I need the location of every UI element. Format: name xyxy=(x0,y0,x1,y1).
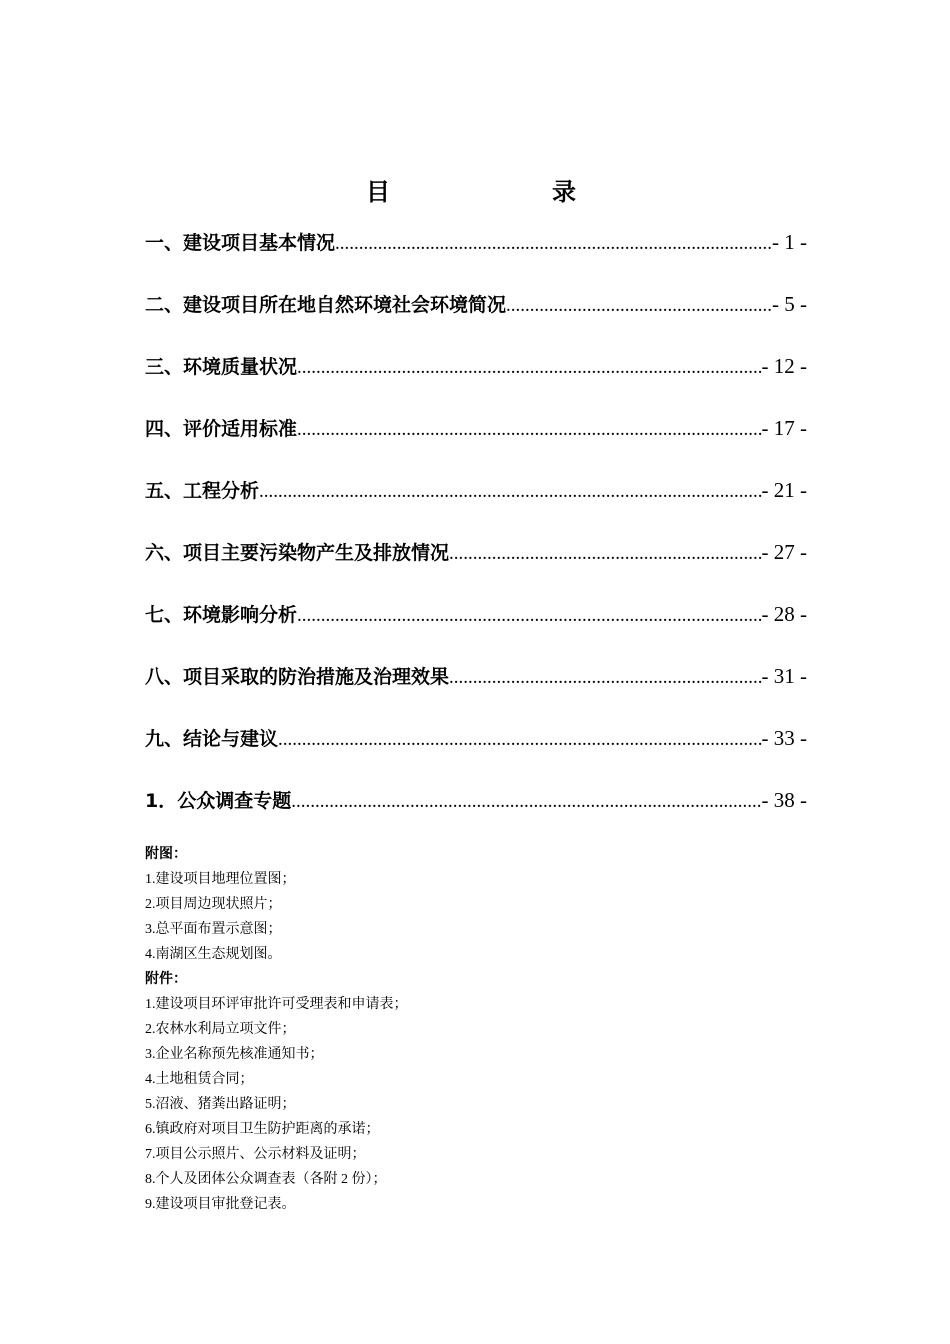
toc-dot-leader xyxy=(291,780,761,824)
attachment-item: 4.土地租赁合同； xyxy=(145,1072,254,1087)
toc-entry-page: - 38 - xyxy=(761,788,807,812)
toc-dot-leader xyxy=(297,346,761,390)
toc-entry-page: - 12 - xyxy=(761,354,807,378)
table-of-contents xyxy=(145,220,807,840)
toc-dot-leader xyxy=(506,284,772,328)
toc-dot-leader xyxy=(335,222,772,266)
toc-entry[interactable] xyxy=(145,406,807,468)
toc-entry-label: 四、评价适用标准 xyxy=(145,418,298,440)
toc-entry[interactable] xyxy=(145,592,807,654)
toc-entry-label: 八、项目采取的防治措施及治理效果 xyxy=(145,666,450,688)
toc-entry[interactable] xyxy=(145,282,807,344)
attachments-heading: 附件： xyxy=(145,971,187,987)
page-title: 目 录 xyxy=(366,178,614,206)
toc-entry-label: 三、环境质量状况 xyxy=(145,356,298,378)
toc-dot-leader xyxy=(297,594,761,638)
attachment-item: 1.建设项目环评审批许可受理表和申请表； xyxy=(145,997,408,1012)
toc-entry-page: - 33 - xyxy=(761,726,807,750)
toc-entry[interactable] xyxy=(145,344,807,406)
toc-entry-label: 七、环境影响分析 xyxy=(145,604,298,626)
attachment-item: 5.沼液、猪粪出路证明； xyxy=(145,1097,296,1112)
toc-dot-leader xyxy=(259,470,761,514)
attachment-item: 6.镇政府对项目卫生防护距离的承诺； xyxy=(145,1122,380,1137)
toc-entry-page: - 28 - xyxy=(761,602,807,626)
toc-entry-page: - 31 - xyxy=(761,664,807,688)
toc-entry[interactable] xyxy=(145,220,807,282)
toc-entry-page: - 1 - xyxy=(772,230,807,254)
attachment-item: 8.个人及团体公众调查表（各附 2 份）； xyxy=(145,1172,387,1187)
toc-entry-label: 二、建设项目所在地自然环境社会环境简况 xyxy=(145,294,507,316)
toc-entry[interactable] xyxy=(145,468,807,530)
figure-item: 2.项目周边现状照片； xyxy=(145,897,282,912)
toc-entry-page: - 21 - xyxy=(761,478,807,502)
figure-item: 3.总平面布置示意图； xyxy=(145,922,282,937)
toc-dot-leader xyxy=(297,408,761,452)
toc-entry-page: - 17 - xyxy=(761,416,807,440)
toc-entry-label: 九、结论与建议 xyxy=(145,728,279,750)
figure-item: 4.南湖区生态规划图。 xyxy=(145,947,282,962)
toc-entry-label: 六、项目主要污染物产生及排放情况 xyxy=(145,542,450,564)
attachment-item: 2.农林水利局立项文件； xyxy=(145,1022,296,1037)
toc-entry[interactable] xyxy=(145,778,807,840)
attachment-item: 3.企业名称预先核准通知书； xyxy=(145,1047,324,1062)
toc-dot-leader xyxy=(278,718,761,762)
toc-entry-label: 1．公众调查专题 xyxy=(145,790,292,812)
toc-entry-page: - 27 - xyxy=(761,540,807,564)
attachment-item: 9.建设项目审批登记表。 xyxy=(145,1197,296,1212)
toc-entry[interactable] xyxy=(145,530,807,592)
figures-heading: 附图： xyxy=(145,846,187,862)
appendix-section xyxy=(145,842,845,1217)
figure-item: 1.建设项目地理位置图； xyxy=(145,872,296,887)
toc-entry-page: - 5 - xyxy=(772,292,807,316)
toc-entry[interactable] xyxy=(145,716,807,778)
toc-entry[interactable] xyxy=(145,654,807,716)
toc-dot-leader xyxy=(449,656,761,700)
toc-entry-label: 五、工程分析 xyxy=(145,480,260,502)
toc-dot-leader xyxy=(449,532,761,576)
attachment-item: 7.项目公示照片、公示材料及证明； xyxy=(145,1147,366,1162)
toc-entry-label: 一、建设项目基本情况 xyxy=(145,232,336,254)
